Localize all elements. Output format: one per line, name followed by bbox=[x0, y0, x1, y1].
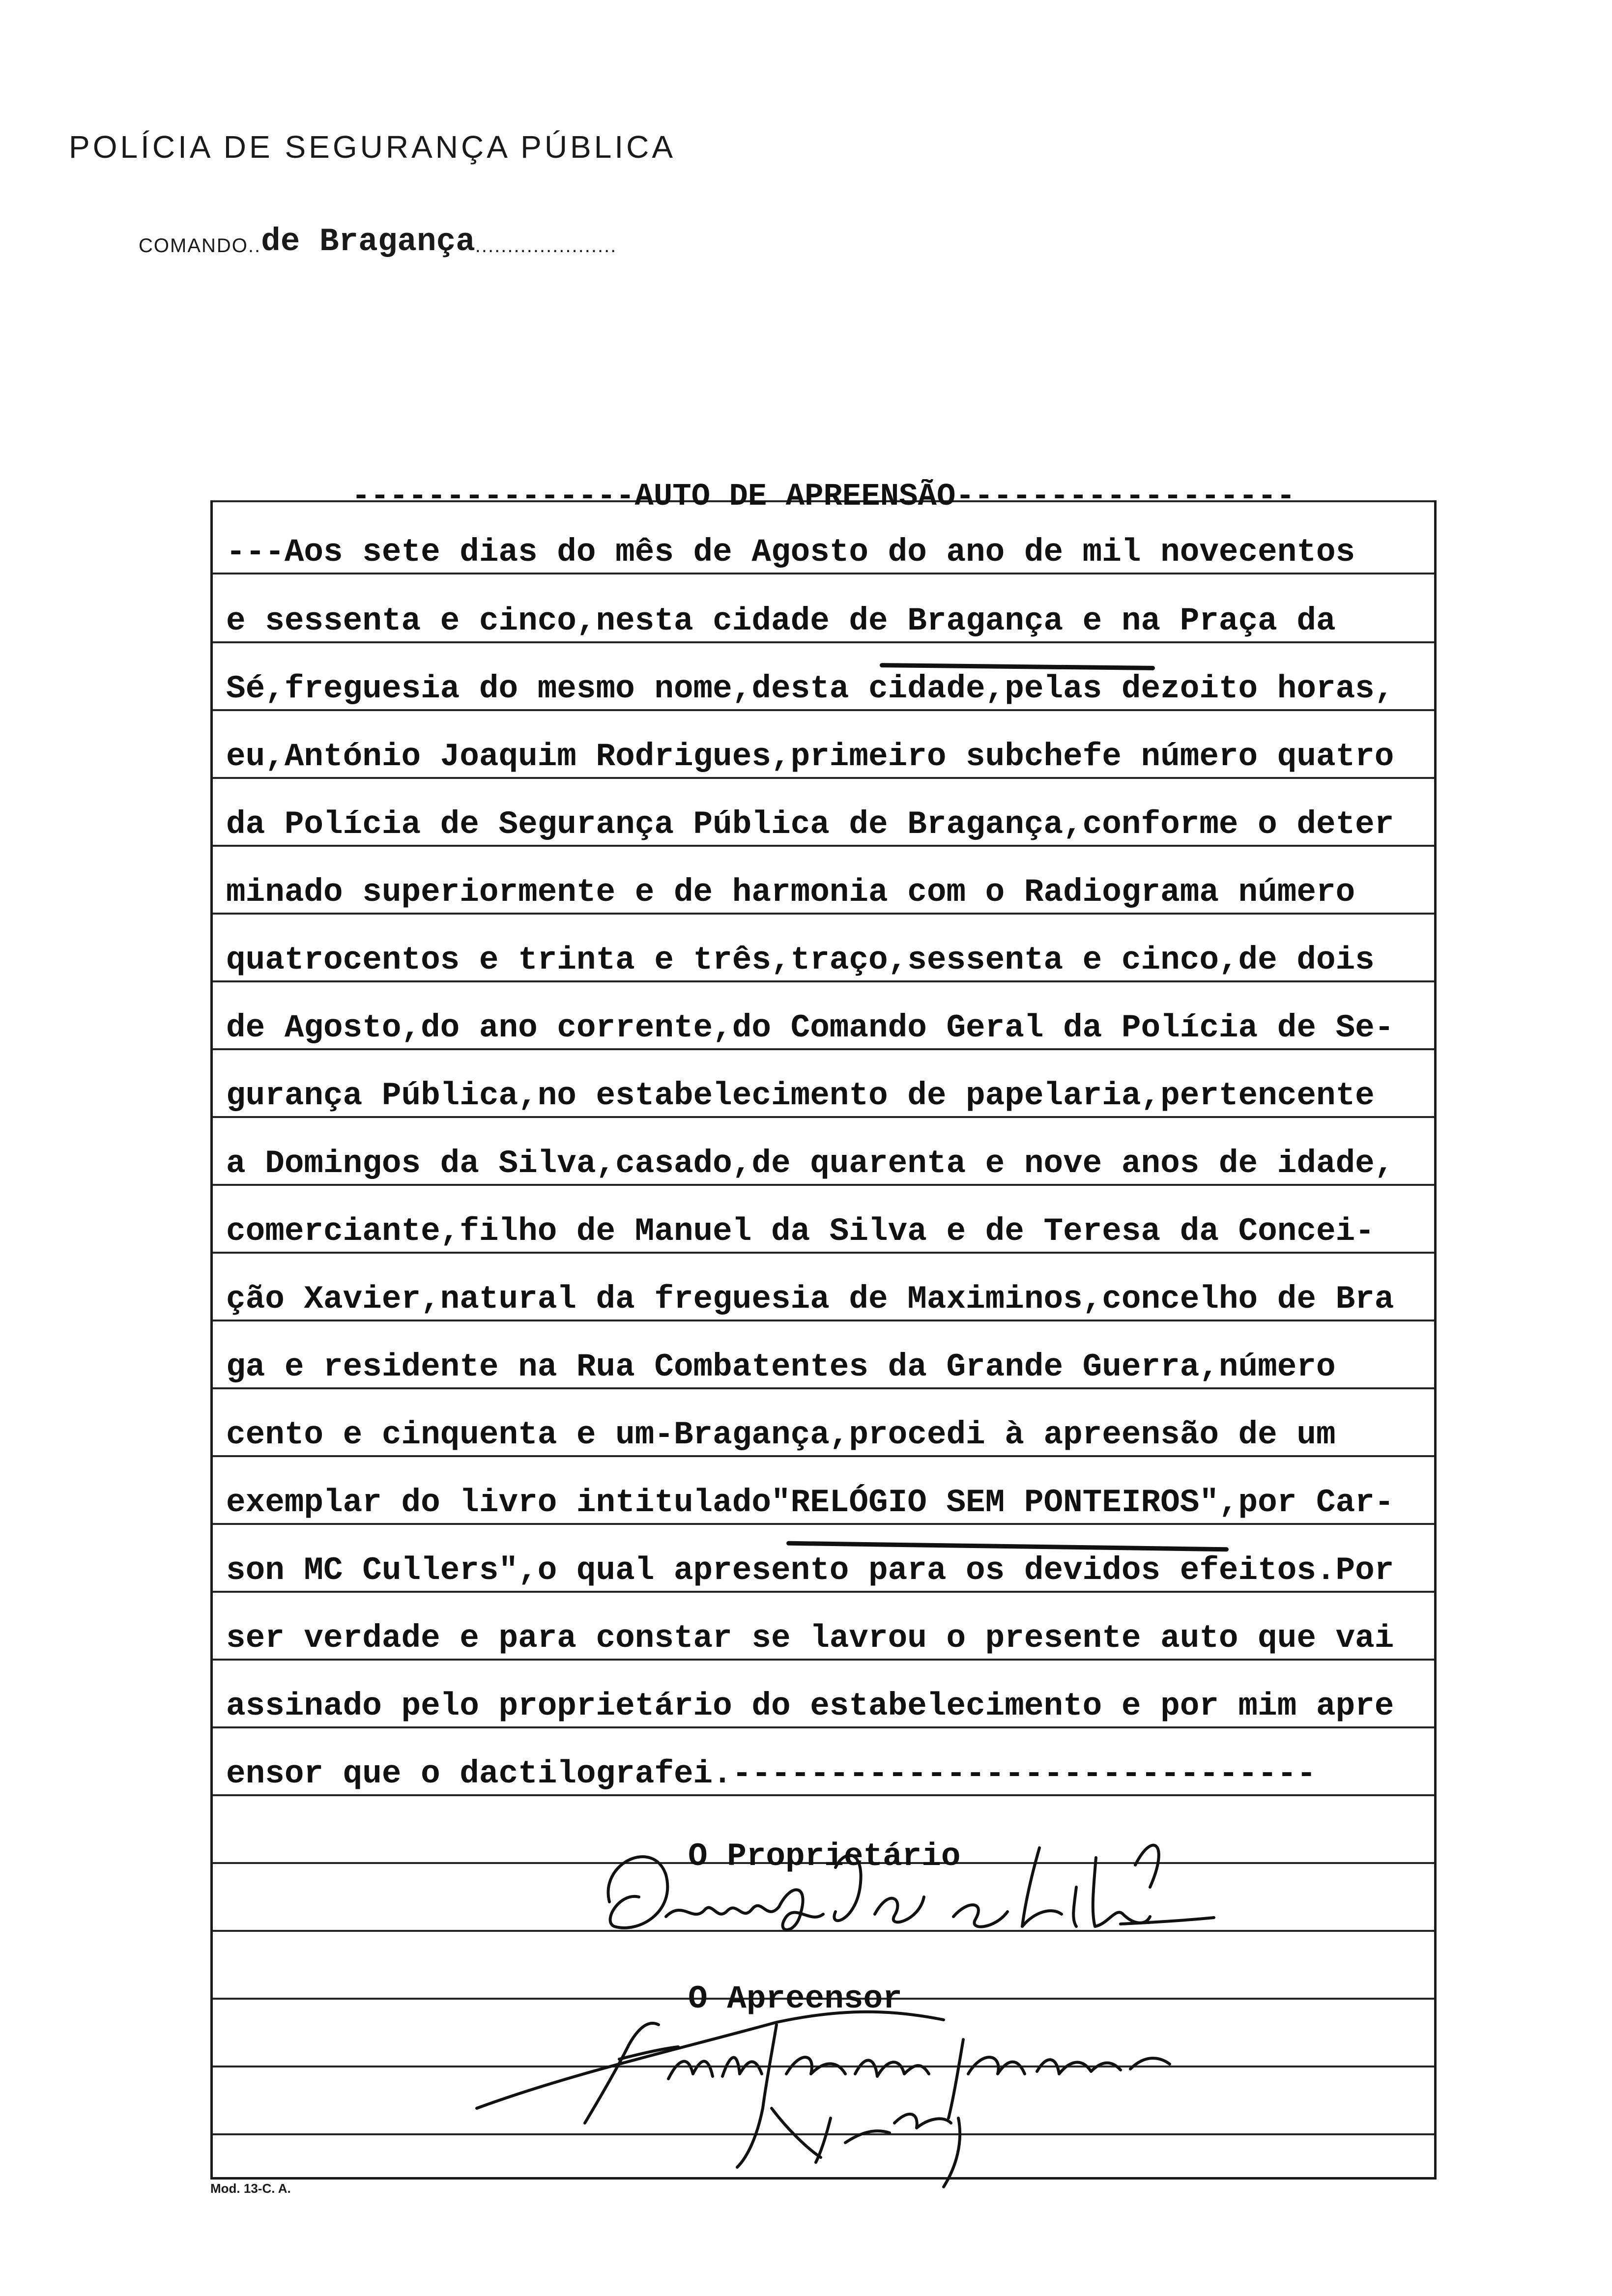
leader-dots: .. bbox=[248, 235, 261, 257]
title-dashes-left: --------------- bbox=[351, 479, 635, 515]
record-title-text: AUTO DE APREENSÃO bbox=[634, 479, 956, 515]
command-label: COMANDO bbox=[139, 235, 248, 257]
body-line: gurança Pública,no estabelecimento de papelaria,pertencente bbox=[226, 1077, 1375, 1114]
ruled-line bbox=[213, 1523, 1434, 1525]
ruled-line bbox=[213, 709, 1434, 711]
body-line: ---Aos sete dias do mês de Agosto do ano de mil novecentos bbox=[226, 534, 1355, 571]
owner-label: O Proprietário bbox=[688, 1838, 961, 1875]
ruled-line bbox=[213, 1048, 1434, 1050]
body-line: Sé,freguesia do mesmo nome,desta cidade,pelas dezoito horas, bbox=[226, 670, 1394, 707]
ruled-line bbox=[213, 641, 1434, 643]
seizer-label: O Apreensor bbox=[688, 1980, 902, 2017]
body-line: e sessenta e cinco,nesta cidade de Bragança e na Praça da bbox=[226, 603, 1336, 639]
body-line: ção Xavier,natural da freguesia de Maximinos,concelho de Bra bbox=[226, 1281, 1394, 1318]
body-line: ser verdade e para constar se lavrou o presente auto que vai bbox=[226, 1620, 1394, 1657]
command-line bbox=[139, 225, 617, 262]
body-line: minado superiormente e de harmonia com o Radiograma número bbox=[226, 874, 1355, 911]
ruled-line bbox=[213, 573, 1434, 574]
seizer-signature bbox=[472, 1980, 1238, 2207]
record-title bbox=[210, 479, 1437, 515]
leader-dots-trailing: ...................... bbox=[475, 235, 617, 257]
ruled-line bbox=[213, 777, 1434, 779]
ruled-line bbox=[213, 1184, 1434, 1186]
owner-signature bbox=[580, 1828, 1219, 1976]
ruled-line bbox=[213, 1387, 1434, 1389]
ruled-line bbox=[213, 913, 1434, 915]
body-line: exemplar do livro intitulado"RELÓGIO SEM PONTEIROS",por Car- bbox=[226, 1484, 1394, 1521]
ruled-line bbox=[213, 1320, 1434, 1321]
body-line: ensor que o dactilografei.------------------------------ bbox=[226, 1755, 1316, 1792]
body-line: eu,António Joaquim Rodrigues,primeiro subchefe número quatro bbox=[226, 738, 1394, 775]
body-line: assinado pelo proprietário do estabelecimento e por mim apre bbox=[226, 1688, 1394, 1724]
ruled-line bbox=[213, 1659, 1434, 1661]
organization-title: POLÍCIA DE SEGURANÇA PÚBLICA bbox=[69, 129, 676, 165]
body-line: cento e cinquenta e um-Bragança,procedi à apreensão de um bbox=[226, 1416, 1336, 1453]
command-value: de Bragança bbox=[261, 223, 475, 260]
ruled-line bbox=[213, 1455, 1434, 1457]
ruled-line bbox=[213, 1116, 1434, 1118]
body-line: son MC Cullers",o qual apresento para os devidos efeitos.Por bbox=[226, 1552, 1394, 1589]
body-line: quatrocentos e trinta e três,traço,sessenta e cinco,de dois bbox=[226, 942, 1375, 978]
ruled-line bbox=[213, 1252, 1434, 1254]
title-dashes-right: ------------------ bbox=[955, 479, 1295, 515]
ruled-line bbox=[213, 980, 1434, 982]
ruled-line bbox=[213, 1726, 1434, 1728]
ruled-line bbox=[213, 1591, 1434, 1593]
body-line: ga e residente na Rua Combatentes da Grande Guerra,número bbox=[226, 1349, 1336, 1385]
ruled-line bbox=[213, 1794, 1434, 1796]
body-line: da Polícia de Segurança Pública de Bragança,conforme o deter bbox=[226, 806, 1394, 843]
body-line: de Agosto,do ano corrente,do Comando Geral da Polícia de Se- bbox=[226, 1009, 1394, 1046]
body-line: a Domingos da Silva,casado,de quarenta e nove anos de idade, bbox=[226, 1145, 1394, 1182]
form-code: Mod. 13-C. A. bbox=[210, 2181, 291, 2196]
body-line: comerciante,filho de Manuel da Silva e de Teresa da Concei- bbox=[226, 1213, 1375, 1250]
ruled-line bbox=[213, 845, 1434, 847]
